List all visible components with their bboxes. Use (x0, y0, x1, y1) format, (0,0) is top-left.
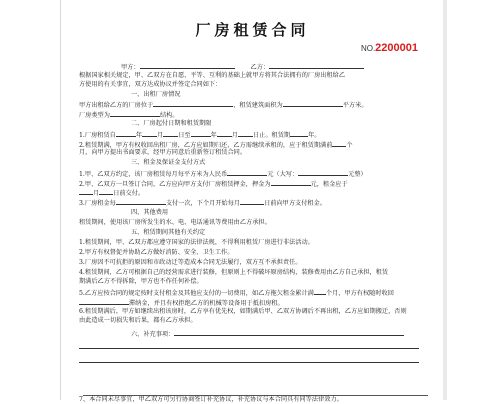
contract-number-value: 2200001 (375, 42, 418, 54)
due-day-label: 日前交付。 (113, 190, 145, 197)
term-line (79, 130, 429, 140)
party-a-label: 甲方： (121, 64, 140, 71)
supplement-label: 六、补充事项： (131, 331, 175, 338)
start-year-blank (116, 130, 136, 137)
rent-capital-blank (298, 169, 348, 176)
area-text: ，租赁建筑面积为 (233, 102, 283, 109)
end-year-blank (191, 130, 211, 137)
renewal-unit: 个 (346, 142, 353, 149)
type-blank (110, 110, 160, 117)
contract-title: 厂房租赁合同 (195, 21, 310, 39)
party-a-blank (140, 62, 235, 69)
end-month-blank (217, 130, 232, 137)
late-fee-blank (79, 298, 129, 305)
supplement-blank-line-3 (79, 356, 429, 366)
clause-5-5-text: 5.乙方应按合同的规定按时支付租金及其他应支付的一切费用，如乙方拖欠租金累计满 (79, 290, 314, 297)
parties-line (121, 62, 471, 72)
clause-5-4-line-2: 期满后乙方不得拆除，甲方也不作任何补偿。 (79, 278, 203, 285)
renewal-months-blank (332, 140, 346, 147)
preamble-line-2: 方使用的有关事宜，双方达成协议并签定合同如下： (79, 81, 222, 88)
section-6-heading (131, 329, 481, 339)
due-month-label: 月 (93, 190, 100, 197)
term-years-label: 年。 (308, 132, 321, 139)
start-month-blank (142, 130, 157, 137)
clause-5-6-line-1: 6.租赁期满后，甲方如继续出租该房时，乙方享有优先权，如期满后甲、乙双方协调后不再出租，乙方应如期搬迁，否则 (79, 308, 407, 315)
location-line (79, 100, 429, 110)
section-5-heading: 五、租赁期间其他有关约定 (131, 229, 206, 236)
contract-page (60, 0, 445, 403)
type-line (79, 110, 429, 120)
day-to-label: 日至 (178, 132, 191, 139)
type-text: 厂房类型为 (79, 112, 110, 119)
location-blank (153, 100, 233, 107)
area-blank (283, 100, 343, 107)
payment-line (79, 198, 429, 208)
payment-text: 3.厂房租金每 (79, 200, 116, 207)
supplement-blank-2 (79, 342, 419, 349)
area-unit: 平方米。 (342, 102, 368, 109)
section-4-heading: 四、其他费用 (131, 209, 169, 216)
rent-rate-line (79, 169, 429, 179)
late-fee-text: 滞纳金，并且有权拒绝乙方的机械等设备用于抵扣房租。 (129, 300, 284, 307)
contract-number (361, 38, 418, 56)
rent-rate-text: 1.甲、乙双方约定，该厂房租赁每月每平方米为人民币 (79, 171, 228, 178)
deposit-line-2 (79, 188, 429, 198)
clause-5-4-line-1: 4.租赁期间，乙方可根据自己的经营需求进行装修，但原则上不得破坏原房结构，装修费用由乙方自己承担，租赁 (79, 269, 389, 276)
supplement-blank-line-2 (79, 342, 429, 352)
renewal-line-2: 月，向甲方提出书面要求，经甲方同意后重新签订租赁合同。 (79, 149, 247, 156)
rent-due-text: 元，租金应于 (310, 181, 348, 188)
rent-capital-end: 元整） (348, 171, 367, 178)
end-year-label: 年 (210, 132, 217, 139)
payment-period-blank (116, 198, 166, 205)
year-label: 年 (135, 132, 143, 139)
start-day-blank (163, 130, 178, 137)
supplement-blank-3 (79, 356, 419, 363)
end-month-label: 月 (231, 132, 238, 139)
due-month-blank (79, 188, 93, 195)
payment-monthly-text: 支付一次，下个月开始每月 (165, 200, 241, 207)
deposit-blank (271, 179, 311, 186)
month-label: 月 (157, 132, 164, 139)
clause-5-5-end: 个月，甲方有权随时收回 (325, 290, 394, 297)
rent-rate-blank (227, 169, 267, 176)
due-day-blank (99, 188, 113, 195)
location-text: 甲方出租给乙方的厂房位于 (79, 102, 154, 109)
end-day-blank (238, 130, 253, 137)
term-period-text: 日止。租赁期 (252, 132, 291, 139)
structure-text: 结构。 (159, 112, 179, 119)
arrears-months-blank (314, 288, 326, 295)
contract-number-label: NO. (360, 44, 376, 53)
clause-5-5-line-1 (79, 288, 429, 298)
section-2-heading: 二、厂房起付日期和租赁期限 (131, 120, 212, 127)
clause-5-3: 3.厂房因不可抗拒的原因和市政动迁等造成本合同无法履行，双方互不承担责任。 (79, 259, 302, 266)
page-shadow (443, 0, 447, 400)
deposit-text: 2.甲、乙双方一旦签订合同，乙方应向甲方支付厂房租赁押金，押金为 (79, 181, 271, 188)
rent-capital-text: 元（大写： (267, 171, 299, 178)
preamble-line-1: 根据国家相关规定，甲、乙双方在自愿、平等、互利的基础上就甲方将其合法拥有的厂房出租给乙 (79, 72, 346, 79)
payment-day-blank (240, 198, 264, 205)
payment-end-text: 日前向甲方支付租金。 (264, 200, 326, 207)
other-fees-line: 租赁期间，使用该厂房所发生的水、电、电话通讯等费用由乙方承担。 (79, 219, 271, 226)
term-start-text: 1.厂房租赁自 (79, 132, 116, 139)
section-1-heading: 一、出租厂房情况 (131, 91, 181, 98)
clause-7-partial: 7、本合同未尽事宜，甲乙双方可另行协商签订补充协议，补充协议与本合同具有同等法律效力。 (79, 396, 343, 403)
clause-5-5-line-2 (79, 298, 429, 308)
clause-5-6-line-2: 由此造成一切损失和后果，都有乙方承担。 (79, 317, 197, 324)
clause-5-1: 1.租赁期间，甲、乙双方都应遵守国家的法律法规，不得利用租赁厂房进行非法活动。 (79, 239, 314, 246)
supplement-blank-1 (174, 329, 404, 336)
section-3-heading: 三、租金及保证金支付方式 (131, 159, 206, 166)
term-years-blank (290, 130, 308, 137)
party-b-blank (269, 62, 364, 69)
renewal-text: 2.租赁期满，甲方有权收回出租厂房，乙方应如期归还，乙方需继续承租的，应于租赁期满前 (79, 142, 333, 149)
party-b-label: 乙方： (250, 64, 270, 71)
clause-5-2: 2.甲方有权督促并协助乙方做好消防、安全、卫生工作。 (79, 249, 234, 256)
